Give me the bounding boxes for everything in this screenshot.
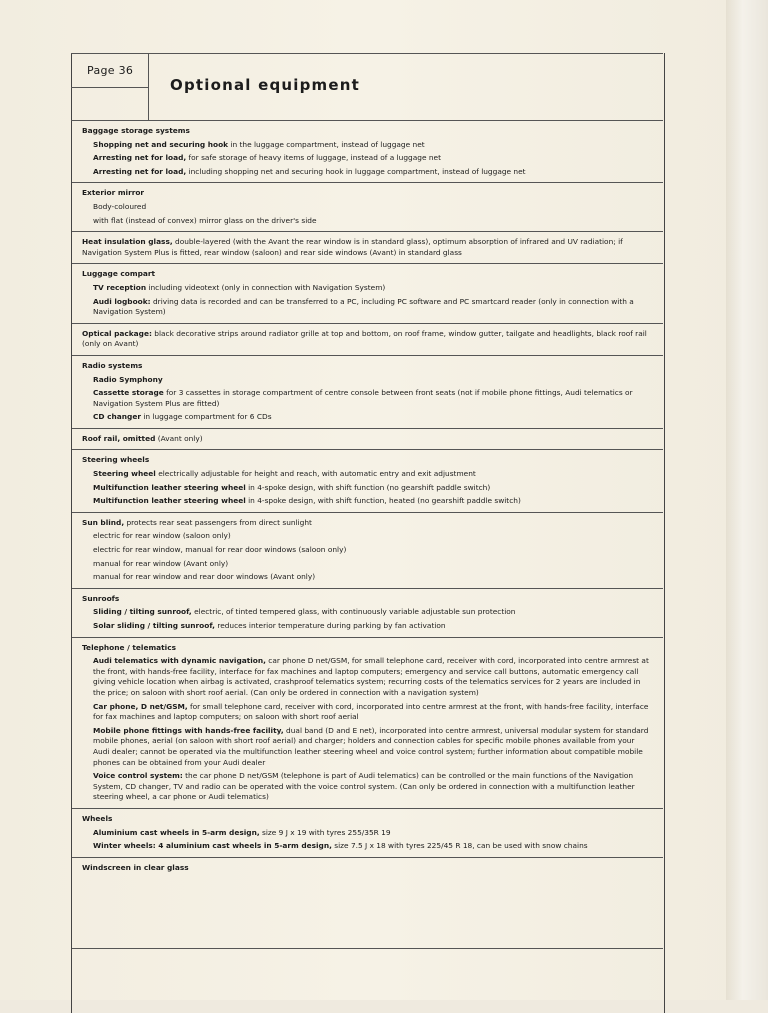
list-item: Multifunction leather steering wheel in 4-spoke design, with shift function (no gearshift paddle switch) (93, 482, 491, 492)
list-item: Arresting net for load, for safe storage of heavy items of luggage, instead of a luggage net (93, 153, 441, 163)
section-radio-systems (72, 356, 663, 429)
section-steering-wheels (72, 450, 663, 512)
list-item: Sliding / tilting sunroof, electric, of tinted tempered glass, with continuously variable adjustable sun protection (93, 607, 516, 617)
list-item: Steering wheels (82, 455, 150, 465)
list-item: Arresting net for load, including shopping net and securing hook in luggage compartment, instead of luggage net (93, 166, 526, 176)
page-title: Optional equipment (170, 76, 360, 94)
section-baggage (72, 121, 663, 183)
list-item: with flat (instead of convex) mirror glass on the driver's side (93, 215, 317, 225)
list-item: Exterior mirror (82, 188, 145, 198)
list-item: Sun blind, protects rear seat passengers from direct sunlight (82, 517, 312, 527)
list-item: Luggage compart (82, 269, 156, 279)
list-item: Heat insulation glass, double-layered (with the Avant the rear window is in standard glass), optimum absorption of infrared and UV radiation; if Navigation System Plus is fitted, rear window (saloon) and rear side windows (Avant) in standard glass (82, 237, 623, 257)
section-exterior-mirror (72, 183, 663, 232)
list-item: Mobile phone fittings with hands-free facility, dual band (D and E net), incorporated into centre armrest, universal modular system for standard mobile phones, aerial (on saloon with short roof aerial) and charger; holders and connection cables for specific mobile phones available from your Audi dealer; cannot be operated via the multifunction leather steering wheel and voice control system; further information about compatible mobile phones can be obtained from your Audi dealer (93, 725, 649, 767)
list-item: Roof rail, omitted (Avant only) (82, 433, 203, 443)
list-item: manual for rear window and rear door windows (Avant only) (93, 572, 316, 582)
list-item: Cassette storage for 3 cassettes in storage compartment of centre console between front seats (not if mobile phone fittings, Audi telematics or Navigation System Plus are fitted) (93, 388, 633, 408)
list-item: Telephone / telematics (82, 642, 176, 652)
list-item: Radio Symphony (93, 374, 163, 384)
list-item: TV reception including videotext (only in connection with Navigation System) (93, 282, 386, 292)
list-item: Wheels (82, 813, 113, 823)
section-luggage-compart (72, 264, 663, 323)
list-item: Optical package: black decorative strips around radiator grille at top and bottom, on roof frame, window gutter, tailgate and headlights, black roof rail (only on Avant) (82, 328, 647, 349)
section-telephone-telematics (72, 638, 663, 809)
page-edge (726, 0, 768, 1000)
list-item: Sunroofs (82, 593, 120, 603)
list-item: Baggage storage systems (82, 126, 190, 135)
page-cell-rule (71, 87, 148, 88)
list-item: CD changer in luggage compartment for 6 CDs (93, 412, 272, 422)
list-item: electric for rear window (saloon only) (93, 531, 231, 541)
list-item: Steering wheel electrically adjustable for height and reach, with automatic entry and exit adjustment (93, 469, 476, 479)
section-wheels (72, 809, 663, 858)
section-sunroofs (72, 589, 663, 638)
list-item: Radio systems (82, 360, 143, 370)
list-item: manual for rear window (Avant only) (93, 558, 229, 568)
section-optical-package (72, 324, 663, 356)
list-item: Aluminium cast wheels in 5-arm design, size 9 J x 19 with tyres 255/35R 19 (93, 827, 391, 837)
list-item: Shopping net and securing hook in the luggage compartment, instead of luggage net (93, 139, 425, 149)
list-item: Voice control system: the car phone D net/GSM (telephone is part of Audi telematics) can be controlled or the main functions of the Navigation System, CD changer, TV and radio can be operated with the voice control system. (Can only be ordered in connection with a multifunction leather steering wheel, a car phone or Audi telematics) (93, 771, 635, 802)
section-sun-blind (72, 513, 663, 589)
top-rule (71, 53, 663, 54)
list-item: Windscreen in clear glass (82, 862, 189, 872)
list-item: Audi logbook: driving data is recorded and can be transferred to a PC, including PC software and PC smartcard reader (only in connection with a Navigation System) (93, 296, 634, 317)
section-roof-rail (72, 429, 663, 451)
equipment-list (72, 121, 663, 949)
list-item: Multifunction leather steering wheel in 4-spoke design, with shift function, heated (no gearshift paddle switch) (93, 496, 521, 506)
section-heat-insulation (72, 232, 663, 264)
list-item: Audi telematics with dynamic navigation, car phone D net/GSM, for small telephone card, receiver with cord, incorporated into centre armrest at the front, with hands-free facility, interface for fax machines and laptop computers; emergency and service call buttons, automatic emergency call giving vehicle location when airbag is activated, crashproof telematics system; recurring costs of the telematics services for 2 years are included in the price; on saloon with short roof aerial. (Can only be ordered in connection with a navigation system) (93, 656, 649, 697)
list-item: Solar sliding / tilting sunroof, reduces interior temperature during parking by fan activation (93, 621, 446, 630)
list-item: Body-coloured (93, 201, 147, 211)
header-divider (148, 53, 149, 121)
list-item: electric for rear window, manual for rear door windows (saloon only) (93, 545, 347, 555)
list-item: Winter wheels: 4 aluminium cast wheels in 5-arm design, size 7.5 J x 18 with tyres 225/45 R 18, can be used with snow chains (93, 841, 588, 851)
section-windscreen (72, 858, 663, 949)
list-item: Car phone, D net/GSM, for small telephone card, receiver with cord, incorporated into centre armrest at the front, with hands-free facility, interface for fax machines and laptop computers; on saloon with short roof aerial (93, 701, 649, 722)
page-number: Page 36 (87, 64, 134, 77)
